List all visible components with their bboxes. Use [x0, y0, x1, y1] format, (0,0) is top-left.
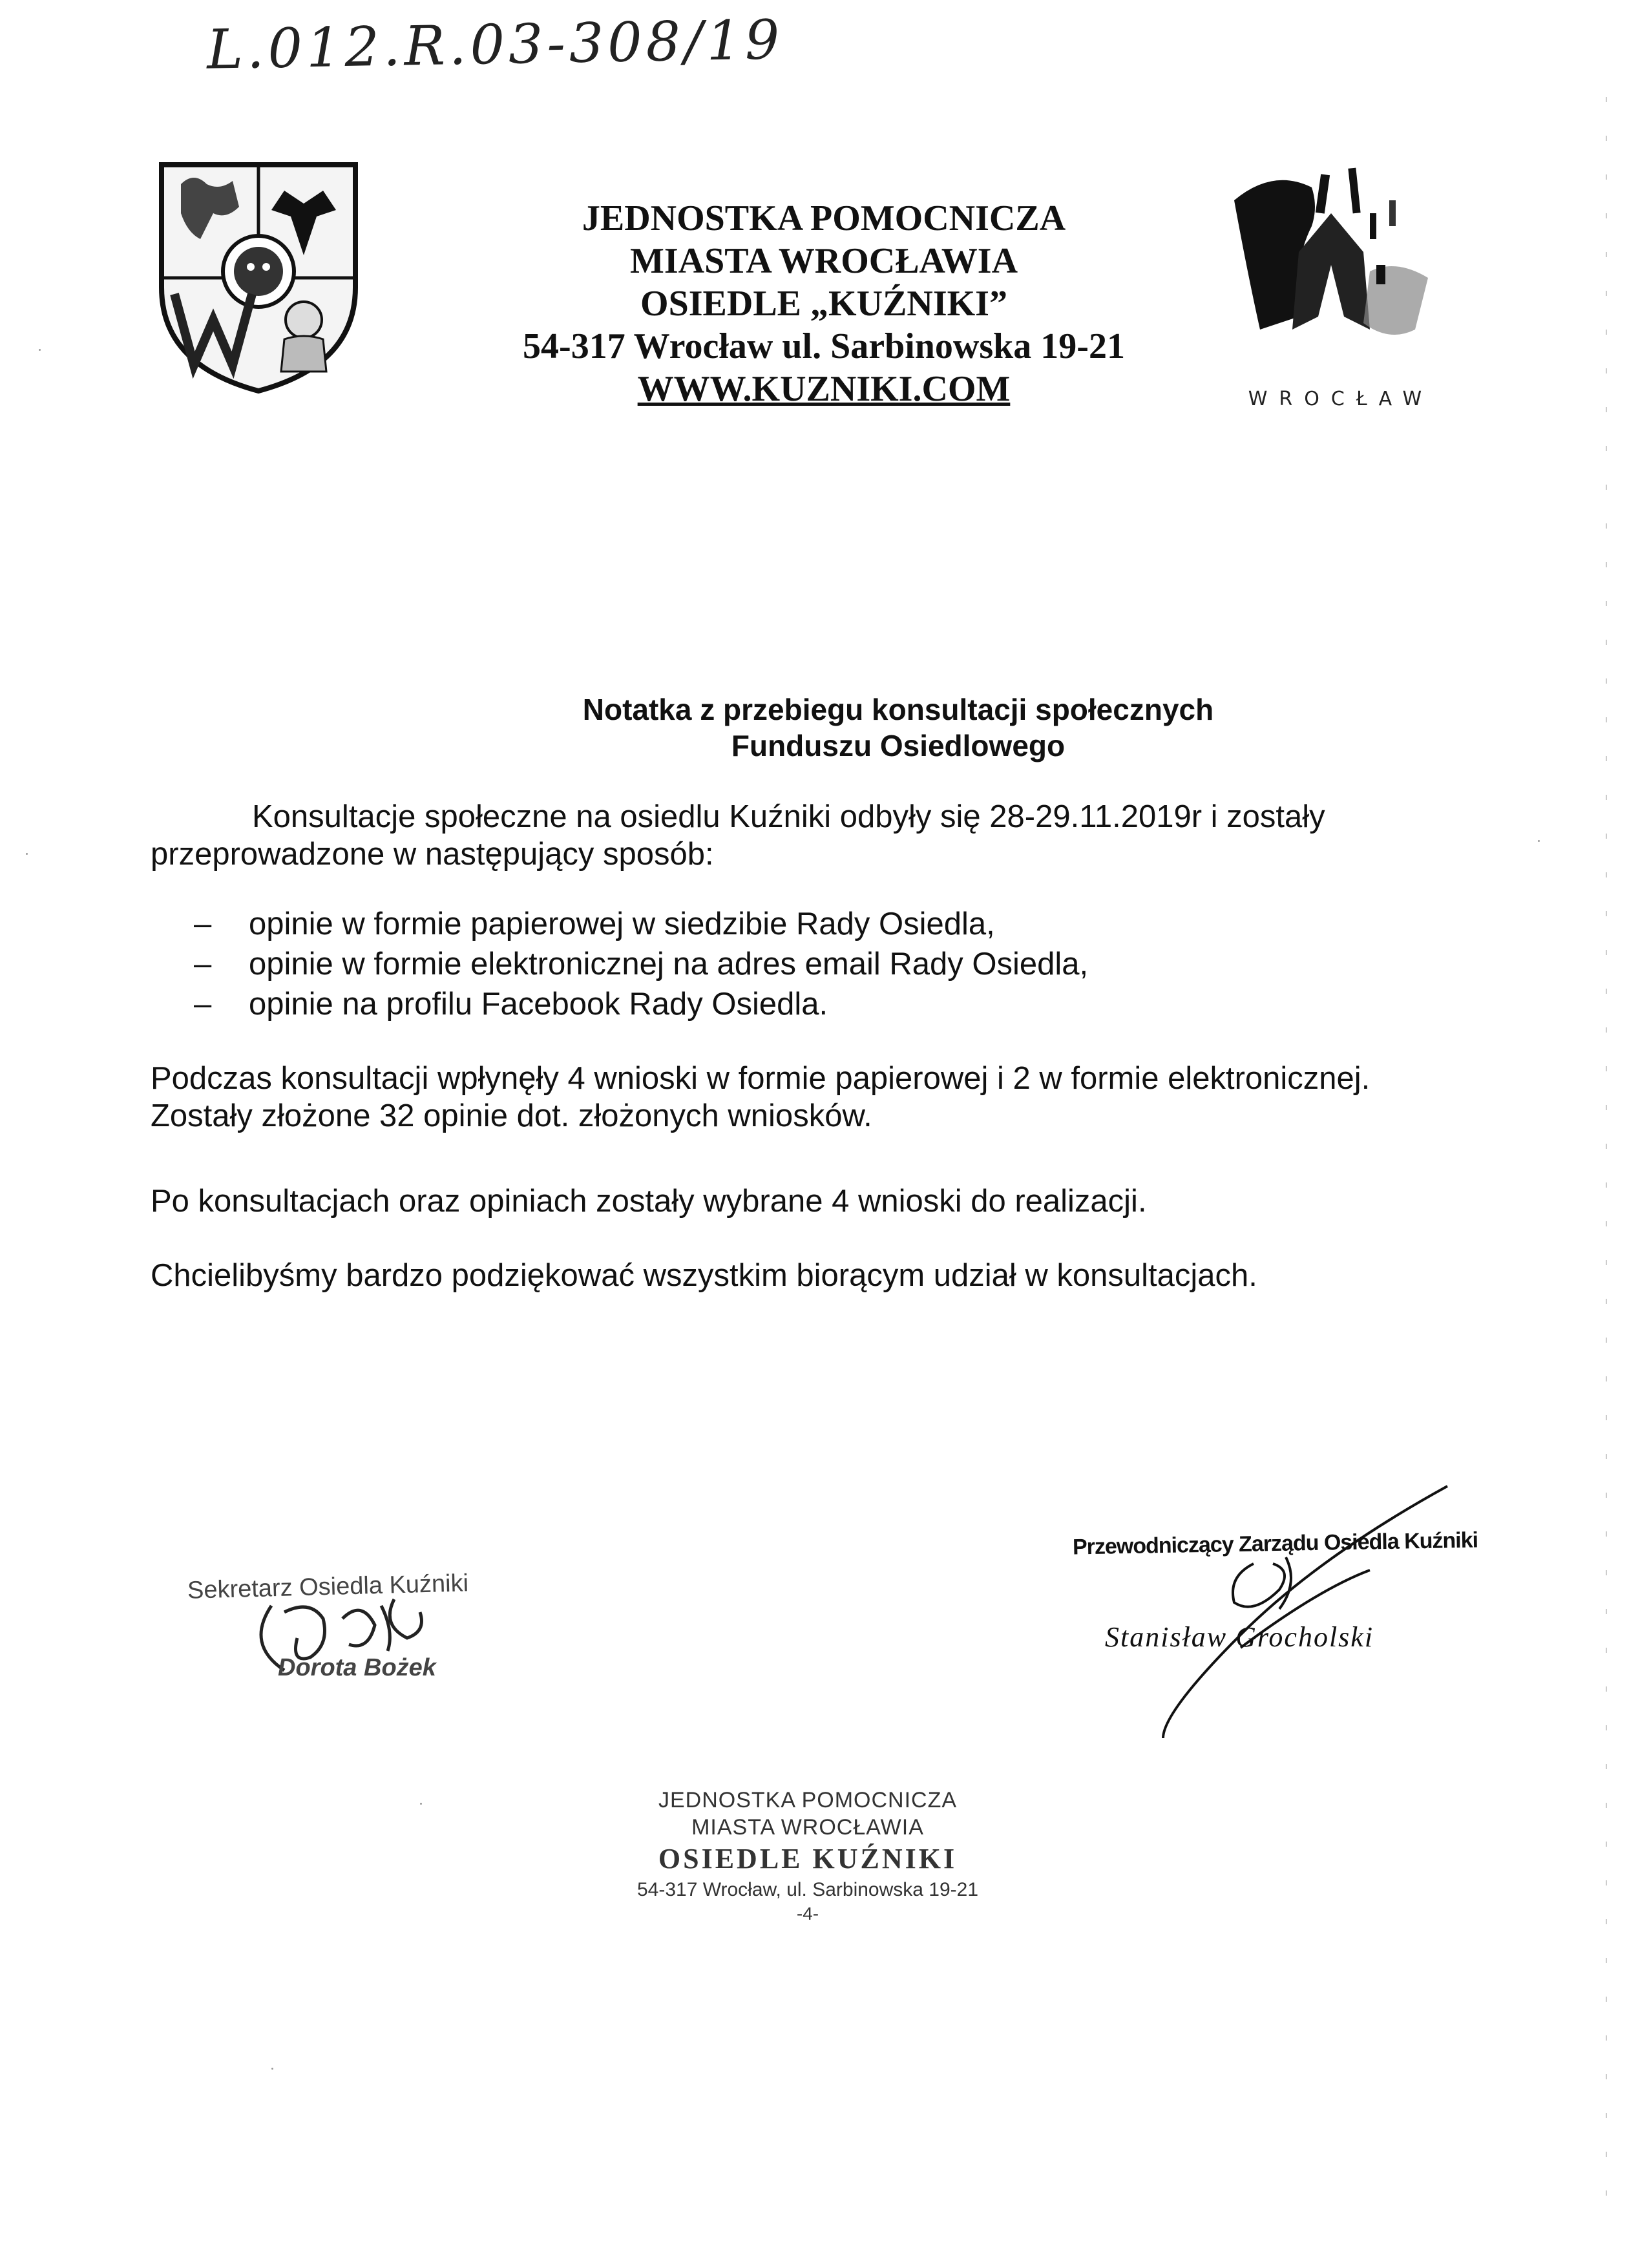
list-item-text: opinie w formie elektronicznej na adres email Rady Osiedla, [249, 947, 1089, 982]
stamp-line1: JEDNOSTKA POMOCNICZA [658, 1788, 958, 1812]
scan-speck [1538, 840, 1540, 842]
handwritten-reference-number: L.012.R.03-308/19 [206, 8, 784, 81]
secretary-title-stamp: Sekretarz Osiedla Kuźniki [187, 1570, 469, 1604]
letterhead-line2: MIASTA WROCŁAWIA [629, 241, 1018, 281]
list-dash: – [194, 947, 212, 982]
secretary-name: Dorota Bożek [278, 1654, 436, 1681]
page-number: -4- [796, 1904, 819, 1924]
list-item-text: opinie na profilu Facebook Rady Osiedla. [249, 987, 828, 1022]
title-line2: Funduszu Osiedlowego [731, 729, 1066, 762]
result-paragraph: Po konsultacjach oraz opiniach zostały wybrane 4 wnioski do realizacji. [151, 1184, 1147, 1219]
stamp-line4: 54-317 Wrocław, ul. Sarbinowska 19-21 [636, 1879, 979, 1900]
chairman-title-stamp: Przewodniczący Zarządu Osiedla Kuźniki [1072, 1528, 1478, 1560]
letterhead [362, 197, 1286, 410]
wroclaw-logo-text: WROCŁAW [1248, 388, 1434, 410]
chairman-signature-icon [1124, 1480, 1460, 1751]
city-coat-of-arms-icon [155, 158, 362, 397]
summary-paragraph [151, 1060, 1370, 1135]
chairman-name: Stanisław Grocholski [1105, 1621, 1374, 1653]
office-stamp [582, 1787, 1034, 1925]
document-title [452, 691, 1344, 764]
summary-line1: Podczas konsultacji wpłynęły 4 wnioski w formie papierowej i 2 w formie elektronicznej. [151, 1061, 1371, 1096]
letterhead-line3: OSIEDLE „KUŹNIKI” [640, 284, 1007, 324]
letterhead-line1: JEDNOSTKA POMOCNICZA [582, 198, 1066, 238]
thanks-paragraph: Chcielibyśmy bardzo podziękować wszystkim biorącym udział w konsultacjach. [151, 1258, 1257, 1293]
letterhead-address: 54-317 Wrocław ul. Sarbinowska 19-21 [523, 326, 1125, 366]
scan-speck [271, 2068, 273, 2070]
scan-speck [39, 349, 41, 351]
wroclaw-logo-icon [1221, 162, 1441, 375]
summary-line2: Zostały złożone 32 opinie dot. złożonych wniosków. [151, 1098, 872, 1133]
intro-line2: przeprowadzone w następujący sposób: [151, 837, 714, 872]
title-line1: Notatka z przebiegu konsultacji społecznych [582, 693, 1214, 726]
intro-line1: Konsultacje społeczne na osiedlu Kuźniki odbyły się 28-29.11.2019r i zostały [252, 799, 1325, 834]
stamp-line3: OSIEDLE KUŹNIKI [658, 1843, 958, 1874]
letterhead-url[interactable]: WWW.KUZNIKI.COM [637, 369, 1011, 409]
scan-edge-artifact [1606, 97, 1607, 2229]
scan-speck [26, 853, 28, 855]
scan-speck [420, 1803, 422, 1805]
list-dash: – [194, 907, 212, 941]
list-dash: – [194, 987, 212, 1022]
list-item-text: opinie w formie papierowej w siedzibie Rady Osiedla, [249, 907, 995, 941]
stamp-line2: MIASTA WROCŁAWIA [691, 1815, 924, 1840]
